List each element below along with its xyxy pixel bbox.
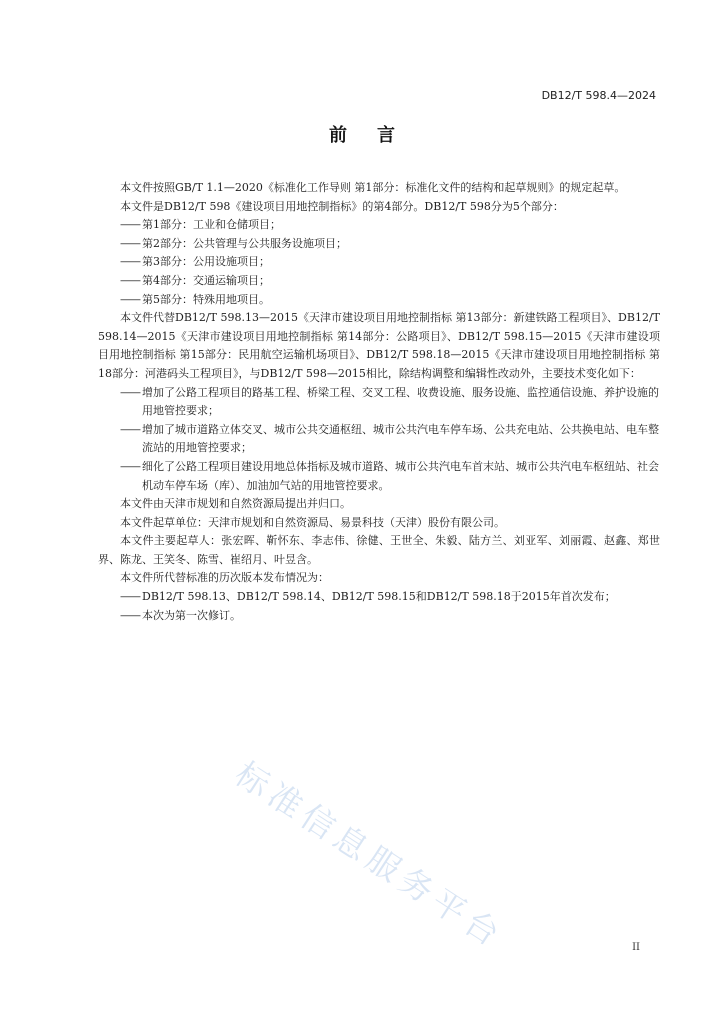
list-item-part: —— 第4部分：交通运输项目； (120, 273, 270, 287)
paragraph-part-info: 本文件是DB12/T 598《建设项目用地控制指标》的第4部分。DB12/T 598分为5个部分： (120, 199, 564, 213)
paragraph-replacement: 本文件代替DB12/T 598.13—2015《天津市建设项目用地控制指标 第13部分：新建铁路工程项目》、DB12/T 598.14—2015《天津市建设项目用地控制指标 第14部分：公路项目》、DB12/T 598.15—2015《天津市建设项目用地控制指标 第15部分：民用航空运输机场项目》、DB12/T 598.18—2015《天津市建设项目用地控制指标 第18部分：河港码头工程项目》，与DB12/T 598—2015相比，除结构调整和编辑性改动外，主要技术变化如下： (98, 311, 660, 380)
list-item-part: —— 第2部分：公共管理与公共服务设施项目； (120, 236, 347, 250)
watermark: 标准信息服务平台 (228, 753, 512, 957)
list-item-part: —— 第1部分：工业和仓储项目； (120, 218, 281, 232)
document-code: DB12/T 598.4—2024 (541, 89, 656, 102)
list-item-history: —— 本次为第一次修订。 (120, 608, 241, 622)
page-number: II (632, 942, 640, 953)
title-char-1: 前 (329, 125, 347, 146)
list-item-change: —— 增加了公路工程项目的路基工程、桥梁工程、交叉工程、收费设施、服务设施、监控通信设施、养护设施的用地管控要求； (120, 385, 659, 418)
paragraph-drafters: 本文件主要起草人：张宏晖、靳怀东、李志伟、徐健、王世全、朱毅、陆方兰、刘亚军、刘丽霞、赵鑫、郑世界、陈龙、王笑冬、陈雪、崔绍月、叶昱含。 (98, 534, 660, 566)
paragraph-proposer: 本文件由天津市规划和自然资源局提出并归口。 (120, 497, 351, 511)
paragraph-drafting-rules: 本文件按照GB/T 1.1—2020《标准化工作导则 第1部分：标准化文件的结构和起草规则》的规定起草。 (120, 181, 626, 194)
list-item-change: —— 细化了公路工程项目建设用地总体指标及城市道路、城市公共汽电车首末站、城市公共汽电车枢纽站、社会机动车停车场（库）、加油加气站的用地管控要求。 (120, 459, 659, 492)
title-char-2: 言 (377, 125, 395, 146)
foreword-body (98, 179, 660, 625)
list-item-history: —— DB12/T 598.13、DB12/T 598.14、DB12/T 598.15和DB12/T 598.18于2015年首次发布； (120, 590, 616, 604)
list-item-part: —— 第5部分：特殊用地项目。 (120, 292, 270, 306)
list-item-part: —— 第3部分：公用设施项目； (120, 255, 270, 269)
paragraph-drafting-units: 本文件起草单位：天津市规划和自然资源局、易景科技（天津）股份有限公司。 (120, 515, 505, 529)
list-item-change: —— 增加了城市道路立体交叉、城市公共交通枢纽、城市公共汽电车停车场、公共充电站、公共换电站、电车整流站的用地管控要求； (120, 422, 659, 455)
page-title (0, 121, 724, 147)
paragraph-history: 本文件所代替标准的历次版本发布情况为： (120, 571, 329, 585)
